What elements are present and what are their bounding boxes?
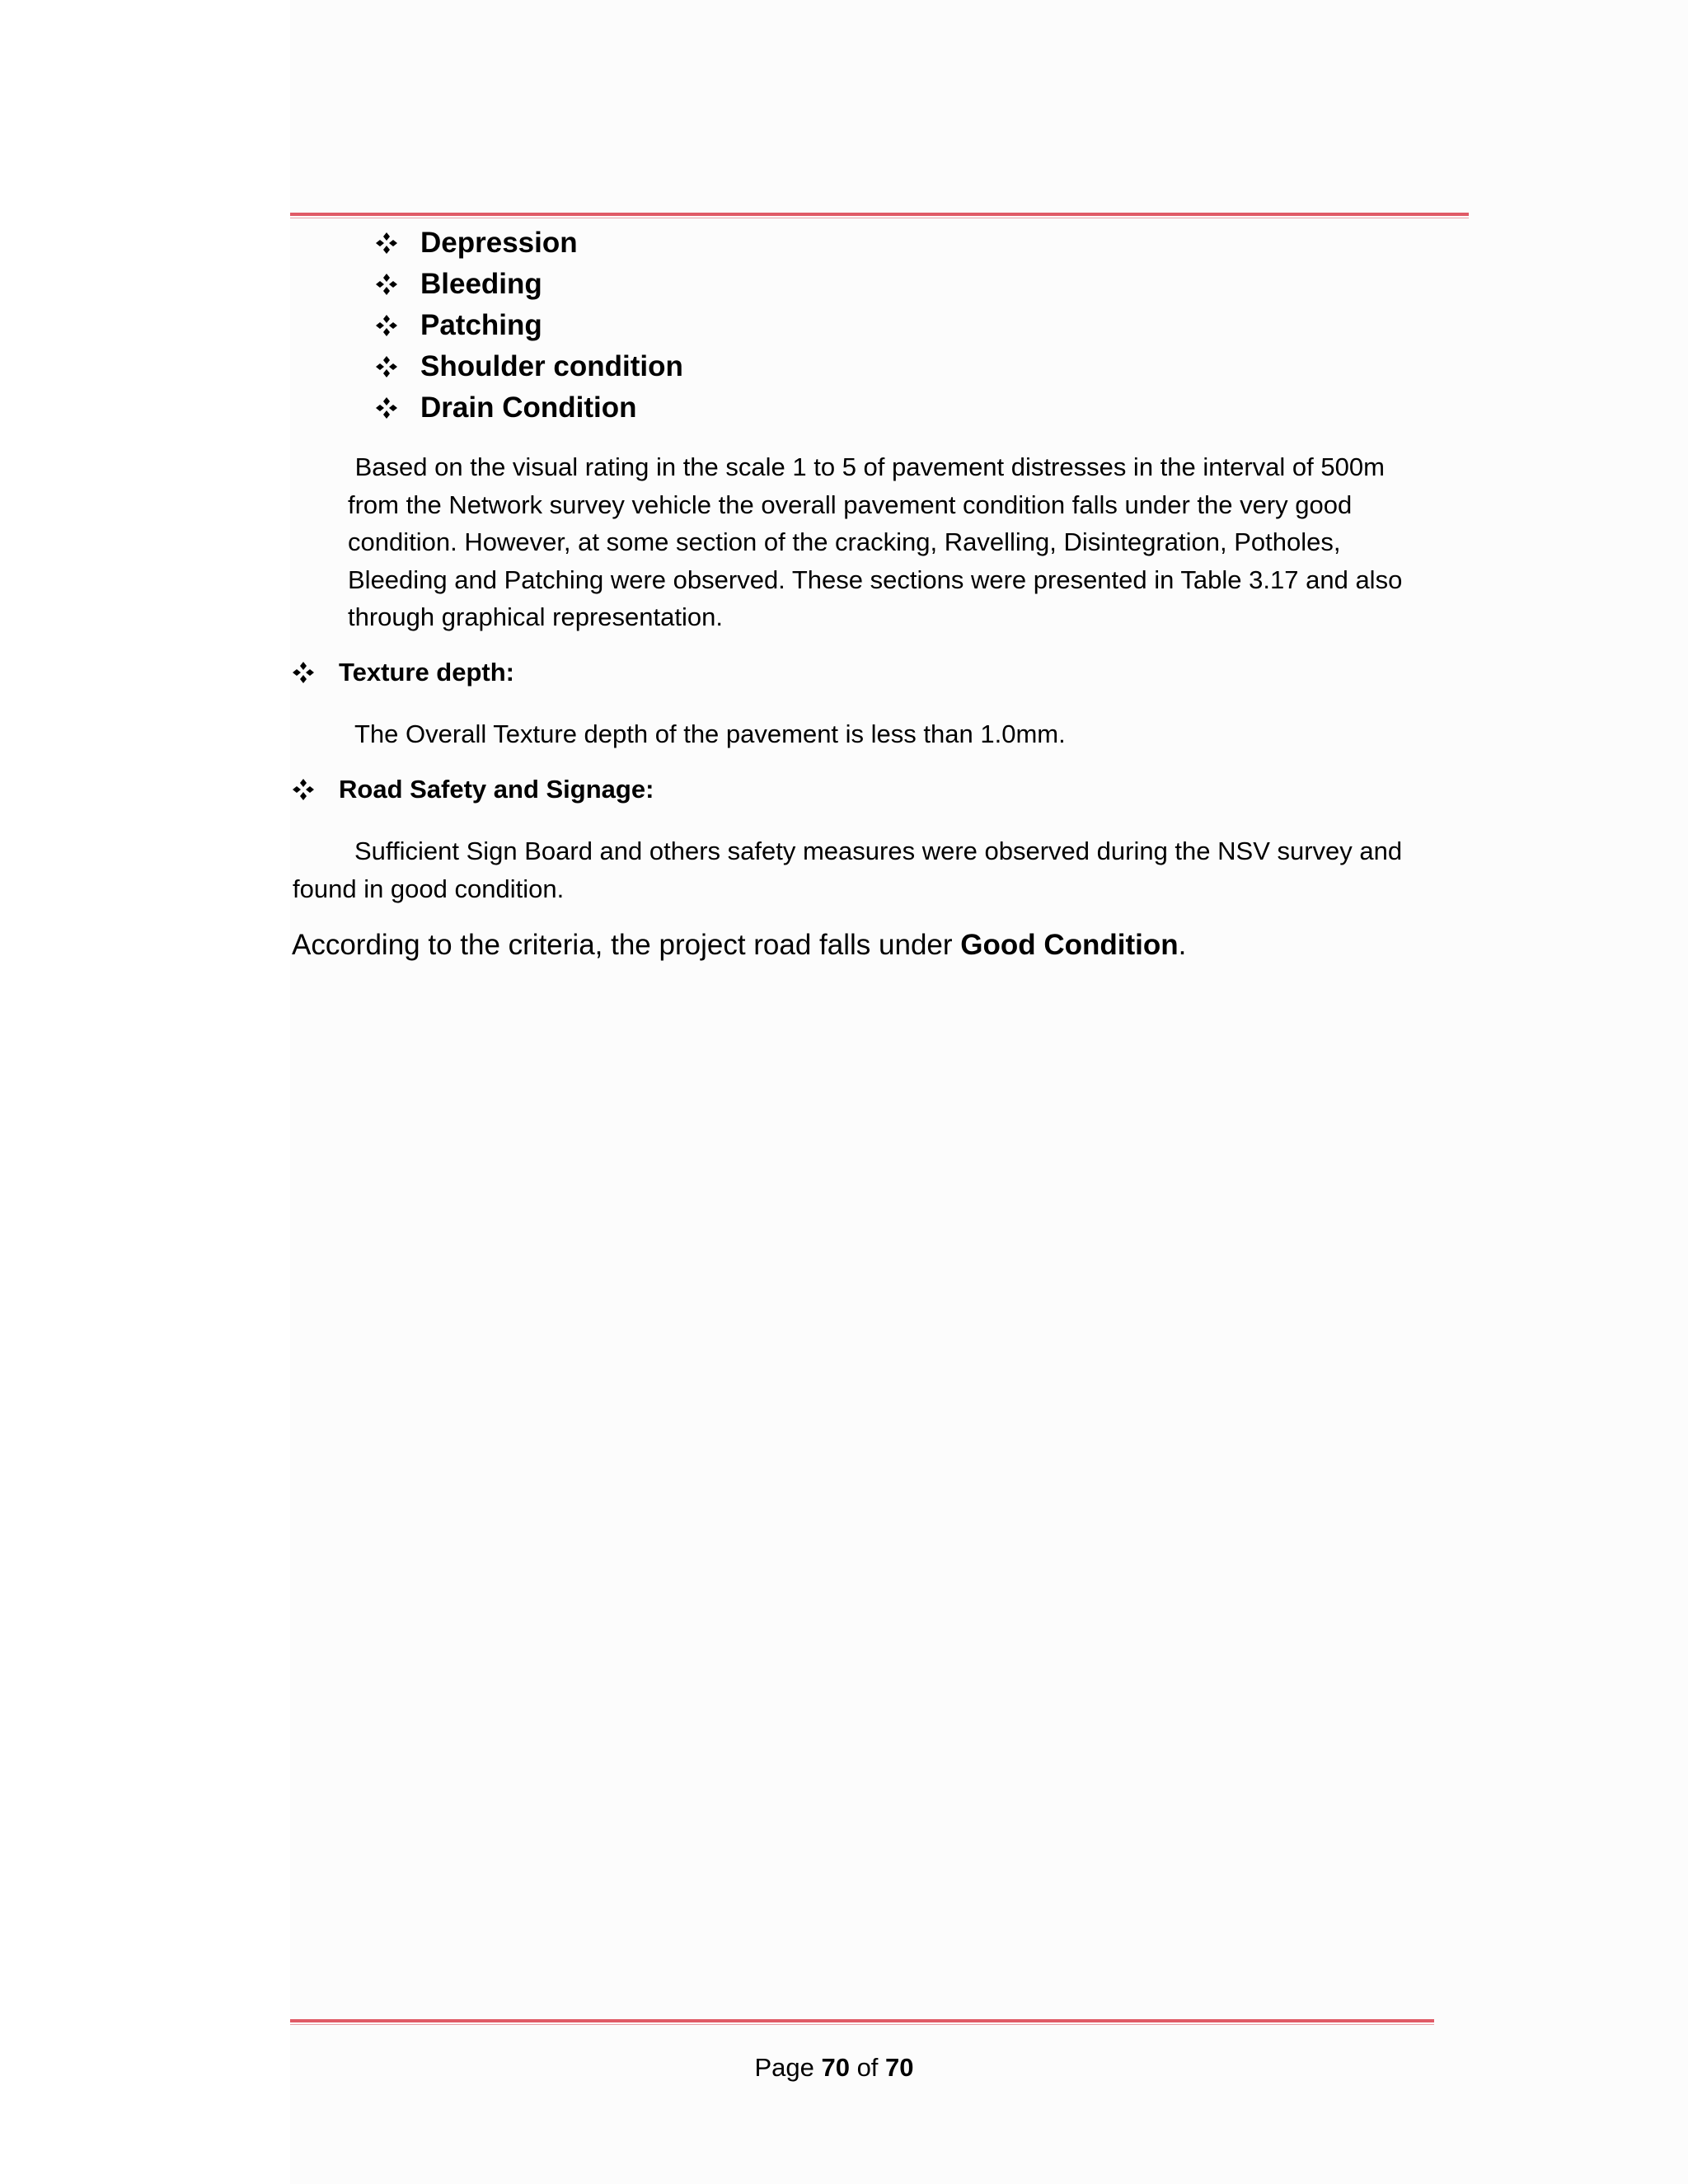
conclusion-emphasis: Good Condition [960,929,1179,961]
road-safety-heading [293,775,654,804]
diamond-bullet-icon [293,779,314,800]
paragraph-line: Sufficient Sign Board and others safety measures were observed during the NSV survey and [354,837,1403,865]
list-item [376,305,683,346]
list-item [376,223,683,264]
distress-list [376,223,683,429]
conclusion-suffix: . [1178,929,1187,961]
list-item [376,264,683,305]
list-item-label: Depression [420,227,578,259]
texture-depth-heading [293,658,514,687]
list-item-label: Bleeding [420,268,542,300]
list-item-label: Patching [420,309,542,341]
footer-rule [290,2019,1434,2025]
paragraph-line: condition. However, at some section of the cracking, Ravelling, Disintegration, Potholes, [348,527,1341,556]
diamond-bullet-icon [376,315,397,336]
total-pages: 70 [885,2053,914,2082]
diamond-bullet-icon [376,397,397,419]
heading-label: Texture depth: [339,658,514,687]
conclusion-statement [292,929,1186,962]
paragraph-line: through graphical representation. [348,602,723,631]
of-word: of [849,2053,886,2082]
page-number [0,2053,1668,2083]
road-safety-paragraph [293,832,1402,907]
current-page: 70 [821,2053,850,2082]
diamond-bullet-icon [376,274,397,295]
paragraph-line: Bleeding and Patching were observed. These sections were presented in Table 3.17 and also [348,565,1403,594]
texture-depth-text: The Overall Texture depth of the pavement is less than 1.0mm. [354,719,1066,748]
conclusion-prefix: According to the criteria, the project road falls under [292,929,961,961]
list-item-label: Drain Condition [420,391,637,424]
paragraph-line: found in good condition. [293,874,565,903]
paragraph-line: from the Network survey vehicle the overall pavement condition falls under the very good [348,490,1353,519]
list-item-label: Shoulder condition [420,350,683,382]
diamond-bullet-icon [293,662,314,683]
heading-label: Road Safety and Signage: [339,775,654,804]
list-item [376,346,683,387]
paragraph-line: Based on the visual rating in the scale 1 to 5 of pavement distresses in the interval of 500m [348,452,1385,481]
visual-rating-paragraph [348,448,1436,636]
diamond-bullet-icon [376,356,397,377]
header-rule [290,213,1469,218]
diamond-bullet-icon [376,232,397,254]
list-item [376,387,683,429]
page-word: Page [754,2053,822,2082]
